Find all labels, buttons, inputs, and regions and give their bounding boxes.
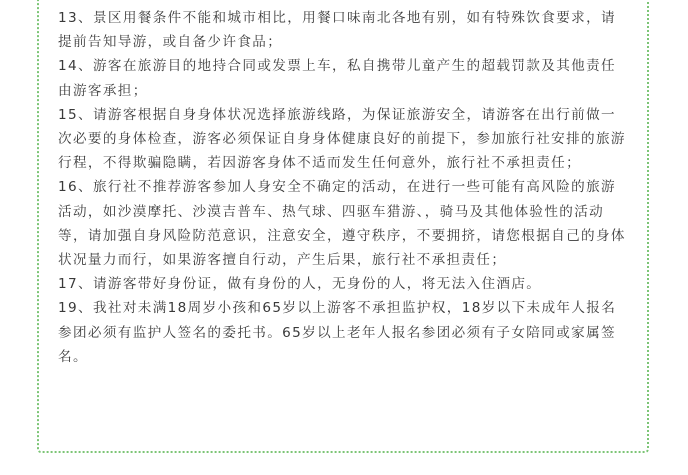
note-14: 14、游客在旅游目的地持合同或发票上车，私自携带儿童产生的超载罚款及其他责任由游客承担； xyxy=(58,58,616,99)
note-19: 19、我社对未满18周岁小孩和65岁以上游客不承担监护权，18岁以下未成年人报名参团必须有监护人签名的委托书。65岁以上老年人报名参团必须有子女陪同或家属签名。 xyxy=(58,300,617,365)
note-16: 16、旅行社不推荐游客参加人身安全不确定的活动，在进行一些可能有高风险的旅游活动，如沙漠摩托、沙漠吉普车、热气球、四驱车猎游、，骑马及其他体验性的活动等，请加强自身风险防范意识，注意安全，遵守秩序，不要拥挤，请您根据自己的身体状况量力而行，如果游客擅自行动，产生后果，旅行社不承担责任； xyxy=(58,179,626,269)
notes-content xyxy=(58,6,630,369)
note-13: 13、景区用餐条件不能和城市相比，用餐口味南北各地有别，如有特殊饮食要求，请提前告知导游，或自备少许食品； xyxy=(58,10,616,51)
note-15: 15、请游客根据自身身体状况选择旅游线路，为保证旅游安全，请游客在出行前做一次必要的身体检查，游客必须保证自身身体健康良好的前提下，参加旅行社安排的旅游行程，不得欺骗隐瞒，若因游客身体不适而发生任何意外，旅行社不承担责任； xyxy=(58,106,626,172)
note-17: 17、请游客带好身份证，做有身份的人，无身份的人，将无法入住酒店。 xyxy=(58,276,542,293)
